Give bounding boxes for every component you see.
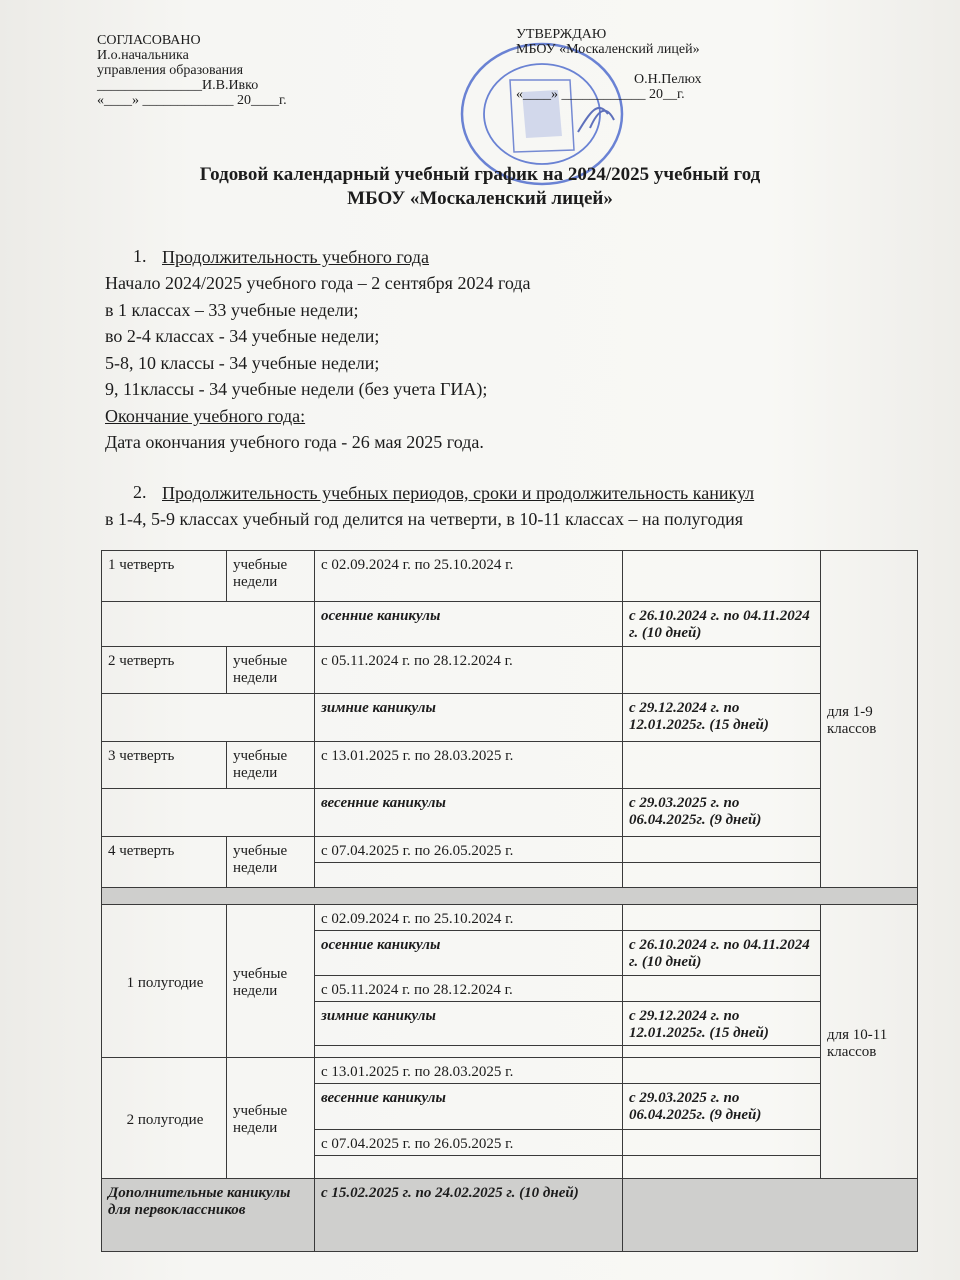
period-name: 3 четверть [102,742,227,789]
document-subtitle: МБОУ «Москаленский лицей» [347,188,613,209]
class-group-label: для 10-11 классов [821,905,918,1179]
body-line: Дата окончания учебного года - 26 мая 2025 года. [105,432,484,452]
period-dates: с 05.11.2024 г. по 28.12.2024 г. [315,976,623,1002]
approval-line: СОГЛАСОВАНО [97,33,201,48]
empty-cell [102,602,315,647]
section-heading: Продолжительность учебного года [162,247,429,267]
table-row [102,837,918,863]
weeks-label: учебные недели [227,742,315,789]
body-line: 9, 11классы - 34 учебные недели (без учета ГИА); [105,379,488,399]
holiday-name: осенние каникулы [315,602,623,647]
empty-cell [623,976,821,1002]
table-row [102,694,918,742]
holiday-name: зимние каникулы [315,694,623,742]
approval-line: «____» _____________ 20____г. [97,93,287,108]
period-dates: с 05.11.2024 г. по 28.12.2024 г. [315,647,623,694]
approval-line: И.о.начальника [97,48,189,63]
class-group-label: для 1-9 классов [821,551,918,888]
period-dates: с 02.09.2024 г. по 25.10.2024 г. [315,905,623,931]
body-line: в 1-4, 5-9 классах учебный год делится на четверти, в 10-11 классах – на полугодия [105,509,744,529]
section-number: 1. [133,246,147,266]
empty-cell [623,1058,821,1084]
empty-cell [102,694,315,742]
empty-cell [623,742,821,789]
approval-line [516,57,756,72]
period-dates: с 13.01.2025 г. по 28.03.2025 г. [315,742,623,789]
period-name: 4 четверть [102,837,227,888]
table-row [102,742,918,789]
table-row [102,602,918,647]
period-name: 2 четверть [102,647,227,694]
table-separator-row [102,888,918,905]
table-row [102,905,918,931]
weeks-label: учебные недели [227,647,315,694]
approval-line: «____» ____________ 20__г. [516,87,685,102]
holiday-name: осенние каникулы [315,931,623,976]
empty-cell [315,1046,623,1058]
table-row [102,647,918,694]
period-name: 1 четверть [102,551,227,602]
holiday-dates: с 26.10.2024 г. по 04.11.2024 г. (10 дней) [623,931,821,976]
holiday-dates: с 26.10.2024 г. по 04.11.2024 г. (10 дней) [623,602,821,647]
empty-cell [623,1156,821,1179]
empty-cell [315,863,623,888]
period-name: 1 полугодие [102,905,227,1058]
period-dates: с 07.04.2025 г. по 26.05.2025 г. [315,837,623,863]
empty-cell [623,551,821,602]
empty-cell [315,1156,623,1179]
approval-line: _______________И.В.Ивко [97,78,259,93]
empty-cell [623,837,821,863]
holiday-name: зимние каникулы [315,1002,623,1046]
body-line: 5-8, 10 классы - 34 учебные недели; [105,353,380,373]
weeks-label: учебные недели [227,837,315,888]
empty-cell [623,1130,821,1156]
section-number: 2. [133,482,147,502]
approval-block-left [97,33,287,108]
holiday-dates: с 29.03.2025 г. по 06.04.2025г. (9 дней) [623,1084,821,1130]
extra-holiday-name: Дополнительные каникулы для первоклассников [102,1179,315,1252]
body-line: в 1 классах – 33 учебные недели; [105,300,359,320]
table-row [102,551,918,602]
weeks-label: учебные недели [227,905,315,1058]
body-line: во 2-4 классах - 34 учебные недели; [105,326,380,346]
empty-cell [623,1046,821,1058]
section-subheading: Окончание учебного года: [105,406,306,426]
approval-line: О.Н.Пелюх [634,72,702,87]
holiday-dates: с 29.12.2024 г. по 12.01.2025г. (15 дней) [623,1002,821,1046]
holiday-name: весенние каникулы [315,789,623,837]
approval-line: управления образования [97,63,244,78]
holiday-name: весенние каникулы [315,1084,623,1130]
approval-line: МБОУ «Москаленский лицей» [516,42,700,57]
period-dates: с 02.09.2024 г. по 25.10.2024 г. [315,551,623,602]
body-line: Начало 2024/2025 учебного года – 2 сентября 2024 года [105,273,531,293]
holiday-dates: с 29.12.2024 г. по 12.01.2025г. (15 дней) [623,694,821,742]
approval-block-right [516,27,756,102]
weeks-label: учебные недели [227,1058,315,1179]
empty-cell [623,863,821,888]
empty-cell [623,1179,918,1252]
table-row [102,789,918,837]
holiday-dates: с 29.03.2025 г. по 06.04.2025г. (9 дней) [623,789,821,837]
empty-cell [102,789,315,837]
grey-separator [102,888,918,905]
document-title: Годовой календарный учебный график на 2024/2025 учебный год [199,164,761,185]
section-heading: Продолжительность учебных периодов, сроки и продолжительность каникул [162,483,755,503]
empty-cell [623,905,821,931]
schedule-table [101,550,918,1252]
weeks-label: учебные недели [227,551,315,602]
period-name: 2 полугодие [102,1058,227,1179]
period-dates: с 07.04.2025 г. по 26.05.2025 г. [315,1130,623,1156]
approval-line: УТВЕРЖДАЮ [516,27,607,42]
table-row [102,1179,918,1252]
extra-holiday-dates: с 15.02.2025 г. по 24.02.2025 г. (10 дней) [315,1179,623,1252]
empty-cell [623,647,821,694]
period-dates: с 13.01.2025 г. по 28.03.2025 г. [315,1058,623,1084]
table-row [102,1058,918,1084]
